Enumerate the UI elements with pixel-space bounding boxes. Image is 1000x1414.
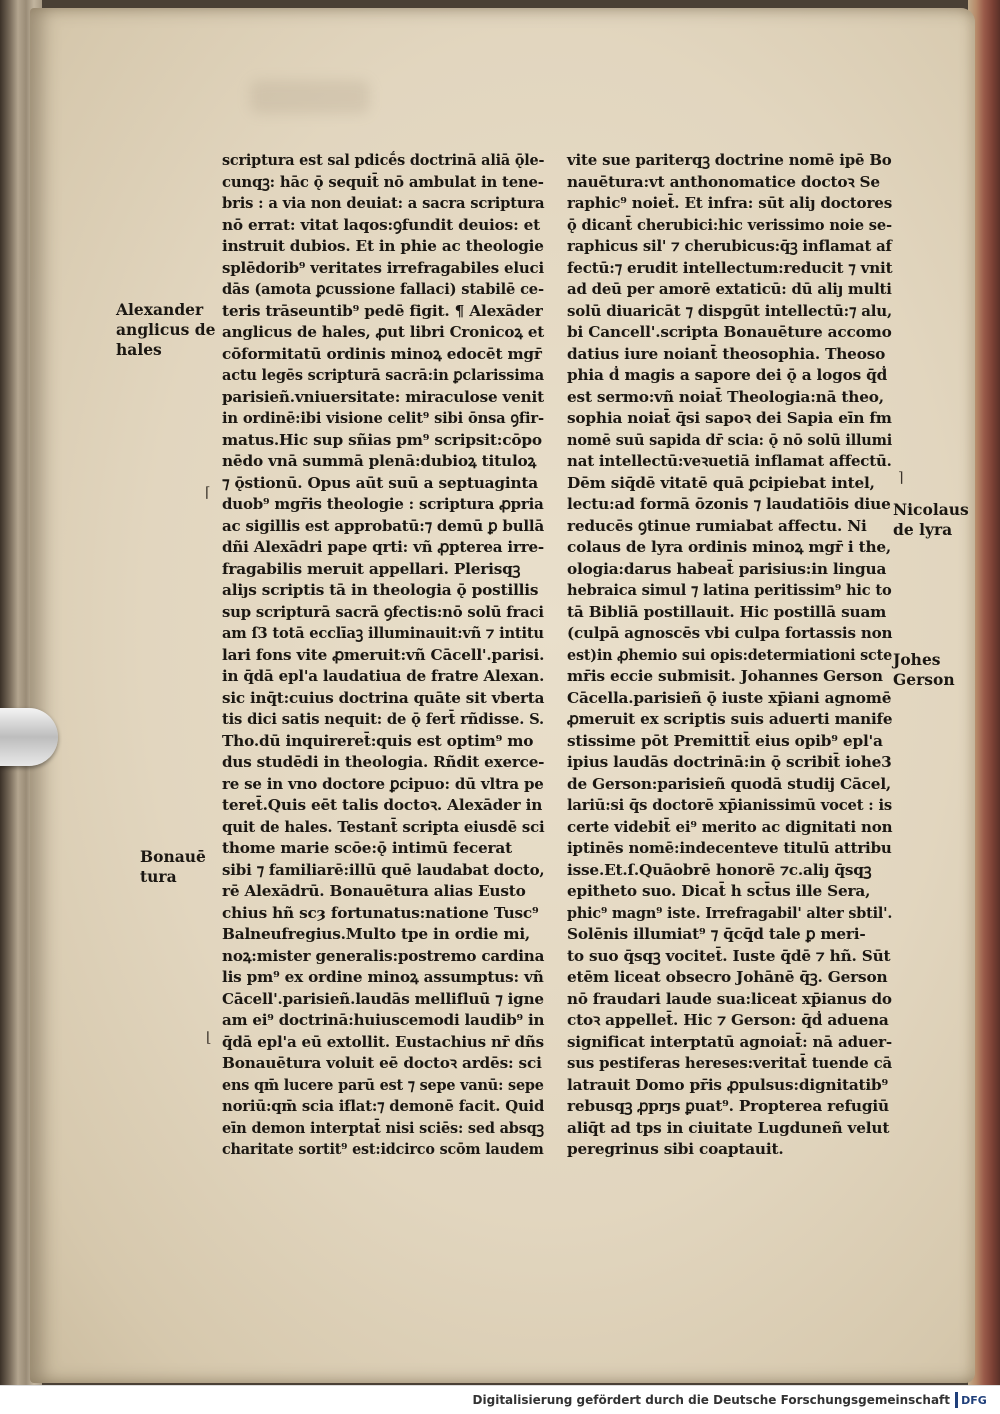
text-line: est sermo:vñ noiat̄ Theologia:nā theo, [567,387,884,406]
margin-note-line: de lyra [893,520,953,539]
text-line: peregrinus sibi coaptauit. [567,1140,784,1158]
text-line: ctoꝛ appellet̄. Hic ⁊ Gerson: q̄ḋ aduena [567,1011,889,1029]
text-line: anglicus de hales, ꝓut libri Cronicoꝝ et [222,323,545,341]
text-line: sophia noiat̄ q̄si sapoꝛ dei Sapia eīn fm [567,409,892,427]
digitization-footer [0,1385,1000,1414]
text-line: ꝓmeruit ex scriptis suis aduerti manife [567,710,893,728]
text-line: Cācell'.parisieñ.laudās mellifluū ⁊ igne [222,989,544,1008]
text-line: charitate sortit⁹ est:idcirco scōm laudem [222,1140,544,1158]
text-line: sup scripturā sacrā ꝯfectis:nō solū fraci [222,602,544,621]
text-line: parisieñ.vniuersitate: miraculose venit [222,387,544,406]
text-line: am ei⁹ doctrinā:huiuscemodi laudib⁹ in [222,1011,545,1029]
text-line: latrauit Domo pr̄is ꝓpulsus:dignitatib⁹ [567,1075,889,1094]
text-line: lariū:si q̄s doctorē xp̄ianissimū vocet : is [567,796,893,814]
text-line: sus pestiferas hereses:veritat̄ tuende cā [567,1054,892,1072]
right-text-column [567,150,913,1161]
text-line: Tho.dū inquireret̄:quis est optim⁹ mo [222,731,534,750]
margin-bracket-mark: ⌉ [898,470,904,486]
text-line: colaus de lyra ordinis minoꝝ mgr̄ i the, [567,538,892,556]
margin-note-line: anglicus de [116,320,216,339]
text-line: lis pm⁹ ex ordine minoꝝ assumptus: vñ [222,968,544,986]
text-line: iptinēs nomē:indecenteve titulū attribu [567,839,892,857]
text-line: q̄dā epl'a eū extollit. Eustachius nr̄ dñs [222,1032,544,1051]
text-line: fectū:⁊ erudit intellectum:reducit ⁊ vnit [567,258,893,277]
margin-note-gerson [893,650,955,690]
text-line: ipius laudās doctrinā:in ǭ scribit̄ iohe3 [567,753,892,771]
text-line: noꝝ:mister generalis:postremo cardina [222,946,545,965]
text-line: nēdo vnā summā plenā:dubioꝝ tituloꝝ [222,452,537,470]
text-line: in ordinē:ibi visione celit⁹ sibi ōnsa ꝯfir- [222,409,544,427]
text-line: Balneufregius.Multo tpe in ordie mi, [222,925,531,943]
left-text-column [222,150,565,1161]
margin-note-line: Gerson [893,670,955,689]
text-line: datius iure noiant̄ theosophia. Theoso [567,344,886,363]
text-line: teris trāseuntib⁹ pedē figit. ¶ Alexāder [222,301,543,320]
text-line: scriptura est sal pdicḗs doctrinā aliā ǭle- [222,151,545,169]
text-line: dās (amota ꝑcussione fallaci) stabilē ce- [222,280,544,298]
text-line: aliȷs scriptis tā in theologia ǭ postillis [222,581,539,599]
text-line: certe videbit̄ ei⁹ merito ac dignitati non [567,817,893,836]
text-line: tis dici satis nequit: de ǭ fert̄ rñdisse. S. [222,710,544,728]
text-line: lari fons vite ꝓmeruit:vñ Cācell'.parisi. [222,645,545,664]
page-clip [0,708,58,766]
text-line: am ſ3 totā ecclīaꝫ illuminauit:vñ ⁊ intitu [222,624,544,642]
text-line: sibi ⁊ familiarē:illū quē laudabat docto, [222,860,545,879]
text-line: ad deū per amorē extaticū: dū aliȷ multi [567,280,892,298]
text-line: ologia:darus habeat̄ parisius:in lingua [567,559,887,578]
text-line: ǭ dicant̄ cherubici:hic verissimo noie se- [567,215,892,234]
text-line: duob⁹ mgr̄is theologie : scriptura ꝓpria [222,495,544,513]
text-line: Dēm siq̄dē vitatē quā ꝑcipiebat intel, [567,473,875,492]
footer-credit: Digitalisierung gefördert durch die Deutsche Forschungsgemeinschaft [472,1393,950,1407]
ink-bleed-through [250,80,370,114]
text-line: reducēs ꝯtinue rumiabat affectu. Ni [567,516,867,535]
margin-bracket-mark: ⌊ [206,1030,212,1046]
text-line: sic inq̄t:cuius doctrina quāte sit vberta [222,688,545,707]
text-line: tā Bibliā postillauit. Hic postillā suam [567,602,887,621]
text-line: nō fraudari laude sua:liceat xp̄ianus do [567,989,892,1008]
text-line: Cācella.parisieñ ǭ iuste xp̄iani agnomē [567,688,892,707]
text-line: stissime pōt Premittit̄ eius opib⁹ epl'a [567,731,883,750]
text-line: ens qm̄ lucere parū est ⁊ sepe vanū: sepe [222,1075,544,1094]
text-line: re se in vno doctore ꝑcipuo: dū vltra pe [222,774,544,793]
text-line: fragabilis meruit appellari. Plerisqꝫ [222,559,521,578]
text-line: lectu:ad formā ōzonis ⁊ laudatiōis diue [567,495,891,513]
text-line: Bonauētura voluit eē doctoꝛ ardēs: sci [222,1054,542,1072]
margin-note-line: Johes [893,650,941,669]
text-line: phic⁹ magn⁹ iste. Irrefragabil' alter sbtil'. [567,903,893,922]
text-line: rebusqꝫ ꝓprȷs ꝑuat⁹. Propterea refugiū [567,1097,889,1115]
text-line: matus.Hic sup sñias pm⁹ scripsit:cōpo [222,430,542,449]
text-line: significat interptatū agnoiat̄: nā aduer- [567,1032,892,1051]
text-line: aliq̄t ad tps in ciuitate Lugduneñ velut [567,1118,890,1137]
margin-note-nicolaus [893,500,969,540]
margin-bracket-mark: ⌈ [205,485,211,501]
text-line: bi Cancell'.scripta Bonauēture accomo [567,323,892,341]
margin-note-line: Nicolaus [893,500,969,519]
text-line: teret̄.Quis eēt talis doctoꝛ. Alexāder in [222,796,543,814]
text-line: ac sigillis est approbatū:⁊ demū ꝑ bullā [222,516,544,535]
text-line: cōformitatū ordinis minoꝝ edocēt mgr̄ [222,344,542,363]
text-line: etēm liceat obsecro Johānē q̄ꝫ. Gerson [567,968,888,986]
text-line: phia ḋ magis a sapore dei ǭ a logos q̄ḋ [567,366,888,384]
margin-note-line: tura [140,867,177,886]
text-line: nauētura:vt anthonomatice doctoꝛ Se [567,172,880,191]
text-line: in q̄dā epl'a laudatiua de fratre Alexan. [222,667,545,685]
text-line: (culpā agnoscēs vbi culpa fortassis non [567,624,893,642]
text-line: de Gerson:parisieñ quodā studij Cācel, [567,774,892,793]
margin-note-line: Bonauē [140,847,206,866]
text-line: to suo q̄sqꝫ vocitet̄. Iuste q̄dē ⁊ hñ. Sūt [567,946,891,965]
text-line: chius hñ scȝ fortunatus:natione Tusc⁹ [222,903,539,922]
text-line: nomē suū sapida dr̄ scia: ǭ nō solū illumi [567,430,893,449]
text-line: raphicus sil' ⁊ cherubicus:q̄ꝫ inflamat af [567,237,892,255]
text-line: Solēnis illumiat⁹ ⁊ q̄cq̄d tale ꝑ meri- [567,925,866,943]
text-line: actu legēs scripturā sacrā:in ꝑclarissima [222,366,544,384]
text-line: noriū:qm̄ scia iflat:⁊ demonē facit. Quid [222,1097,545,1115]
text-line: cunqꝫ: hāc ǭ sequit̄ nō ambulat in tene- [222,172,544,191]
text-line: thome marie scōe:ǭ intimū fecerat [222,839,512,857]
text-line: eīn demon interptat̄ nisi sciēs: sed absqꝫ [222,1118,544,1137]
text-line: hebraica simul ⁊ latina peritissim⁹ hic to [567,581,892,599]
text-line: isse.Et.ſ.Quāobrē honorē ⁊c.aliȷ q̄sqꝫ [567,860,872,879]
text-line: est)in ꝓhemio sui opis:determiationi scte [567,645,893,664]
text-line: instruit dubios. Et in phie ac theologie [222,237,544,255]
text-line: nō errat: vitat laqos:ꝯfundit deuios: et [222,215,541,234]
text-line: bris : a via non deuiat: a sacra scriptura [222,194,545,212]
text-line: epitheto suo. Dicat̄ h sct̄us ille Sera, [567,882,871,900]
text-line: solū diuaricāt ⁊ dispgūt intellectū:⁊ alu, [567,301,892,320]
margin-note-alexander [116,300,215,360]
text-line: mr̄is eccie submisit. Johannes Gerson [567,667,883,685]
text-line: nat intellectū:veꝛuetiā inflamat affectū. [567,452,892,470]
margin-note-line: hales [116,340,162,359]
text-line: ⁊ ǭstionū. Opus aūt suū a septuaginta [222,473,538,492]
text-line: raphic⁹ noiet̄. Et infra: sūt aliȷ doctores [567,194,893,212]
text-line: rē Alexādrū. Bonauētura alias Eusto [222,882,526,900]
text-line: dus studēdi in theologia. Rñdit exerce- [222,753,545,771]
margin-note-line: Alexander [116,300,204,319]
text-line: splēdorib⁹ veritates irrefragabiles eluci [222,258,544,277]
text-line: vite sue pariterqꝫ doctrine nomē ipē Bo [567,151,892,169]
dfg-logo-icon: DFG [955,1392,990,1408]
text-line: quit de hales. Testant̄ scripta eiusdē sci [222,817,545,836]
margin-note-bonaventura [140,847,206,887]
text-line: dñi Alexādri pape qrti: vñ ꝓpterea irre- [222,538,544,556]
